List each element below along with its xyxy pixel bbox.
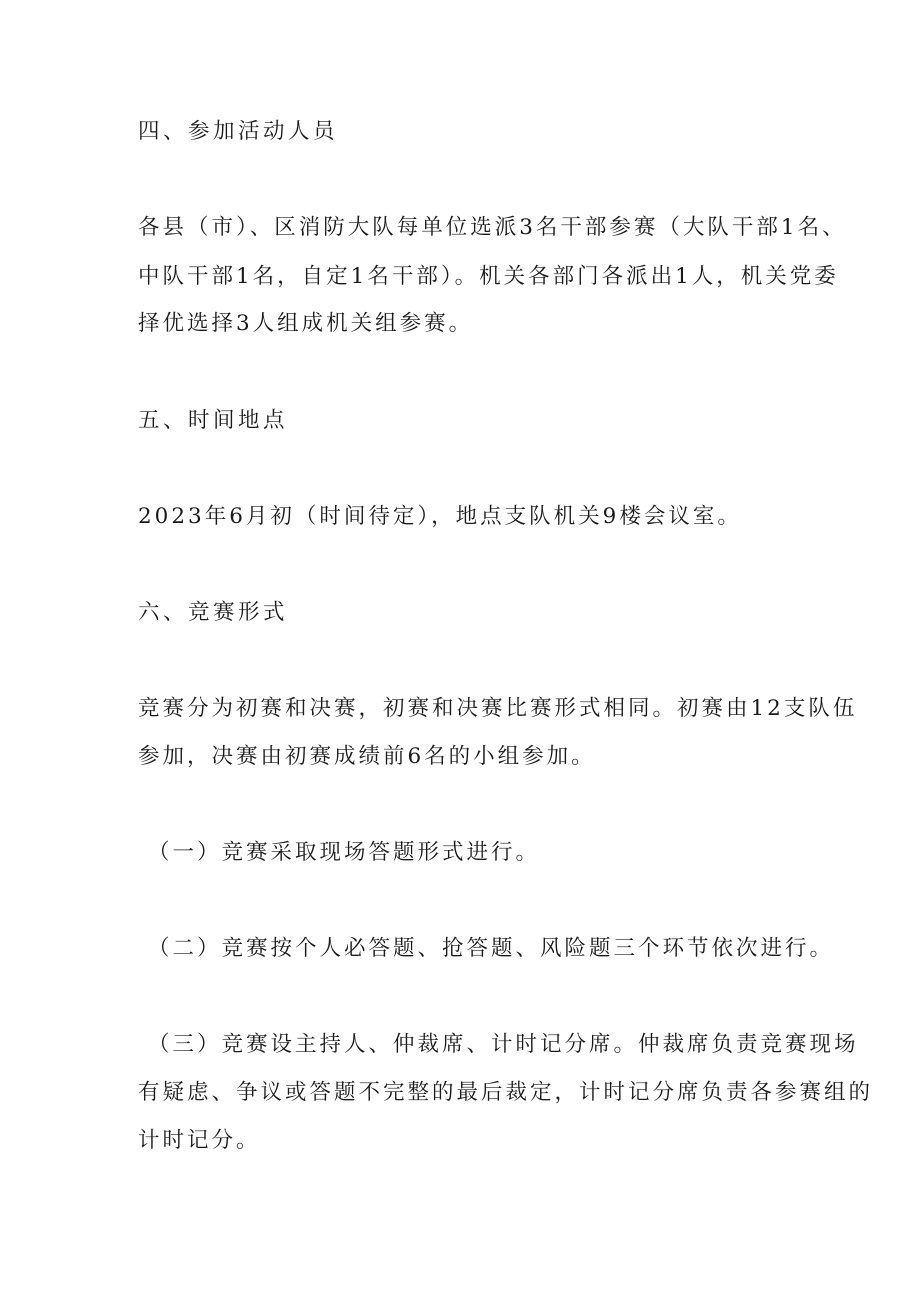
paragraph-line: 中队干部1名，自定1名干部）。机关各部门各派出1人，机关党委 bbox=[138, 264, 839, 289]
list-item-1: （一）竞赛采取现场答题形式进行。 bbox=[148, 840, 541, 865]
section-heading-6: 六、竞赛形式 bbox=[138, 600, 289, 625]
paragraph-line: 2023年6月初（时间待定），地点支队机关9楼会议室。 bbox=[138, 504, 742, 529]
list-item-3: （三）竞赛设主持人、仲裁席、计时记分席。仲裁席负责竞赛现场 bbox=[148, 1032, 859, 1057]
paragraph-line: 参加，决赛由初赛成绩前6名的小组参加。 bbox=[138, 744, 596, 769]
paragraph-line: 择优选择3人组成机关组参赛。 bbox=[138, 311, 474, 336]
paragraph-line: 竞赛分为初赛和决赛，初赛和决赛比赛形式相同。初赛由12支队伍 bbox=[138, 696, 858, 721]
list-item-2: （二）竞赛按个人必答题、抢答题、风险题三个环节依次进行。 bbox=[148, 936, 835, 961]
section-heading-4: 四、参加活动人员 bbox=[138, 119, 339, 144]
section-heading-5: 五、时间地点 bbox=[138, 408, 289, 433]
paragraph-line: 各县（市）、区消防大队每单位选派3名干部参赛（大队干部1名、 bbox=[138, 215, 847, 240]
paragraph-line: 有疑虑、争议或答题不完整的最后裁定，计时记分席负责各参赛组的 bbox=[138, 1080, 874, 1105]
paragraph-line: 计时记分。 bbox=[138, 1128, 261, 1153]
